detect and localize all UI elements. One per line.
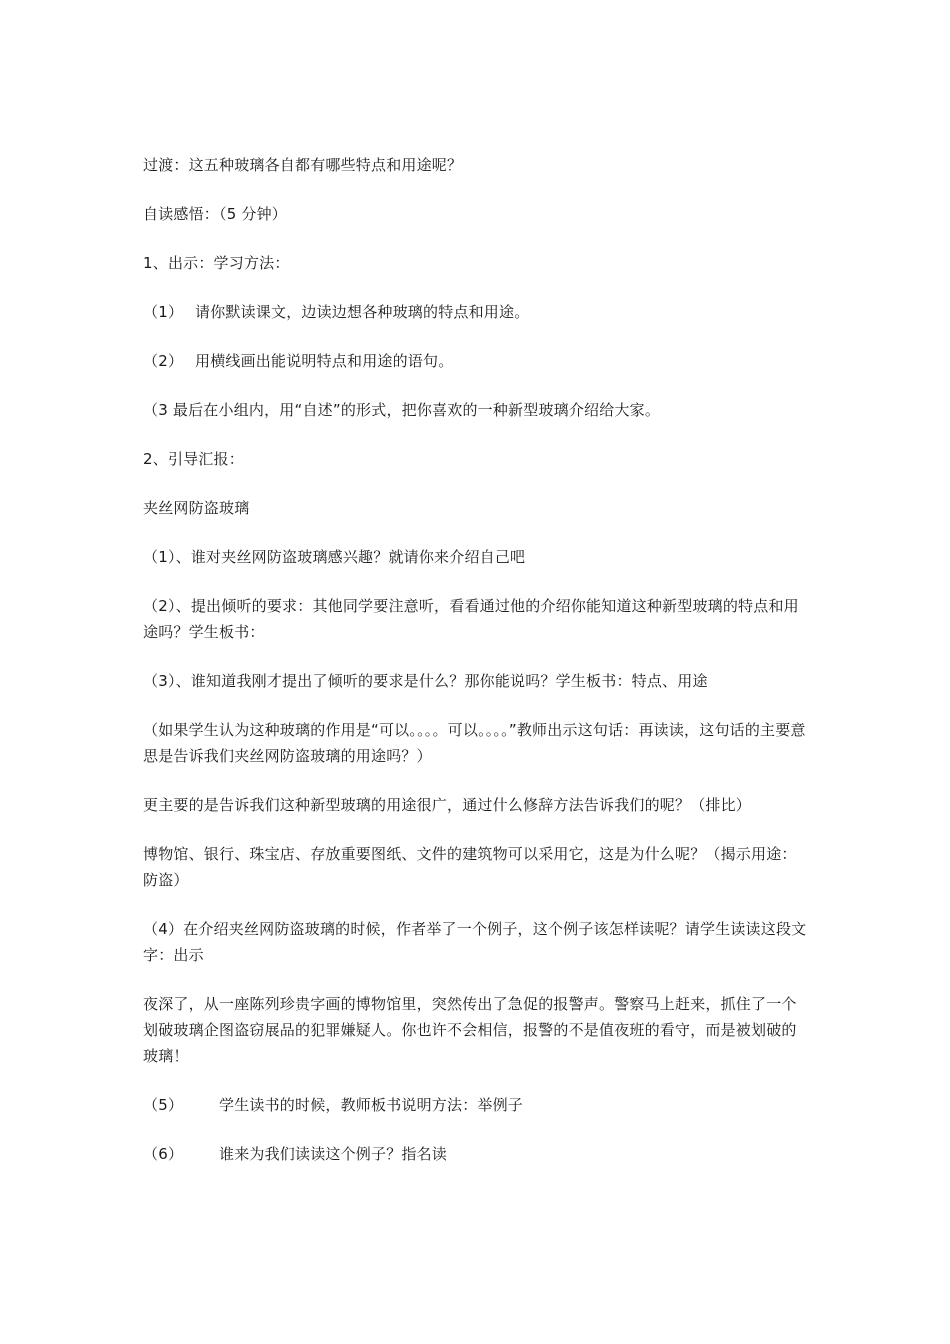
list-item-number: （6） [143,1145,184,1163]
paragraph-example-quote: 夜深了，从一座陈列珍贵字画的博物馆里，突然传出了急促的报警声。警察马上赶来，抓住了一个划破玻璃企图盗窃展品的犯罪嫌疑人。你也许不会相信，报警的不是值夜班的看守，而是被划破的玻璃！ [143,995,797,1065]
paragraph-question-4: （4）在介绍夹丝网防盗玻璃的时候，作者举了一个例子，这个例子该怎样读呢？请学生读读这段文字：出示 [143,920,807,964]
list-item-text: 用横线画出能说明特点和用途的语句。 [195,352,454,370]
section-title-glass: 夹丝网防盗玻璃 [143,499,250,517]
paragraph-transition: 过渡：这五种玻璃各自都有哪些特点和用途呢？ [143,156,463,174]
paragraph-rhetoric: 更主要的是告诉我们这种新型玻璃的用途很广，通过什么修辞方法告诉我们的呢？（排比） [143,796,752,814]
list-item-text: 学生读书的时候，教师板书说明方法：举例子 [219,1096,524,1114]
list-item [143,1092,808,1118]
paragraph-step-3: （3 最后在小组内，用“自述”的形式，把你喜欢的一种新型玻璃介绍给大家。 [143,401,661,419]
list-item-number: （5） [143,1096,184,1114]
document-body [143,152,808,1190]
paragraph-usage: 博物馆、银行、珠宝店、存放重要图纸、文件的建筑物可以采用它，这是为什么呢？（揭示用途：防盗） [143,845,797,889]
list-item-text: 请你默读课文，边读边想各种玻璃的特点和用途。 [195,303,530,321]
paragraph-self-reading: 自读感悟：（5 分钟） [143,205,288,223]
paragraph-teacher-note: （如果学生认为这种玻璃的作用是“可以。。。。可以。。。。”教师出示这句话：再读读，这句话的主要意思是告诉我们夹丝网防盗玻璃的用途吗？） [143,721,806,765]
list-item-number: （1） [143,303,184,321]
list-item-number: （2） [143,352,184,370]
paragraph-question-3: （3）、谁知道我刚才提出了倾听的要求是什么？那你能说吗？学生板书：特点、用途 [143,672,708,690]
list-item [143,348,808,374]
paragraph-question-1: （1）、谁对夹丝网防盗玻璃感兴趣？就请你来介绍自己吧 [143,548,526,566]
list-item-text: 谁来为我们读读这个例子？指名读 [219,1145,448,1163]
paragraph-question-2: （2）、提出倾听的要求：其他同学要注意听，看看通过他的介绍你能知道这种新型玻璃的特点和用途吗？学生板书： [143,597,799,641]
list-item [143,299,808,325]
paragraph-report-heading: 2、引导汇报： [143,450,244,468]
paragraph-method-heading: 1、出示：学习方法： [143,254,290,272]
list-item [143,1141,808,1167]
